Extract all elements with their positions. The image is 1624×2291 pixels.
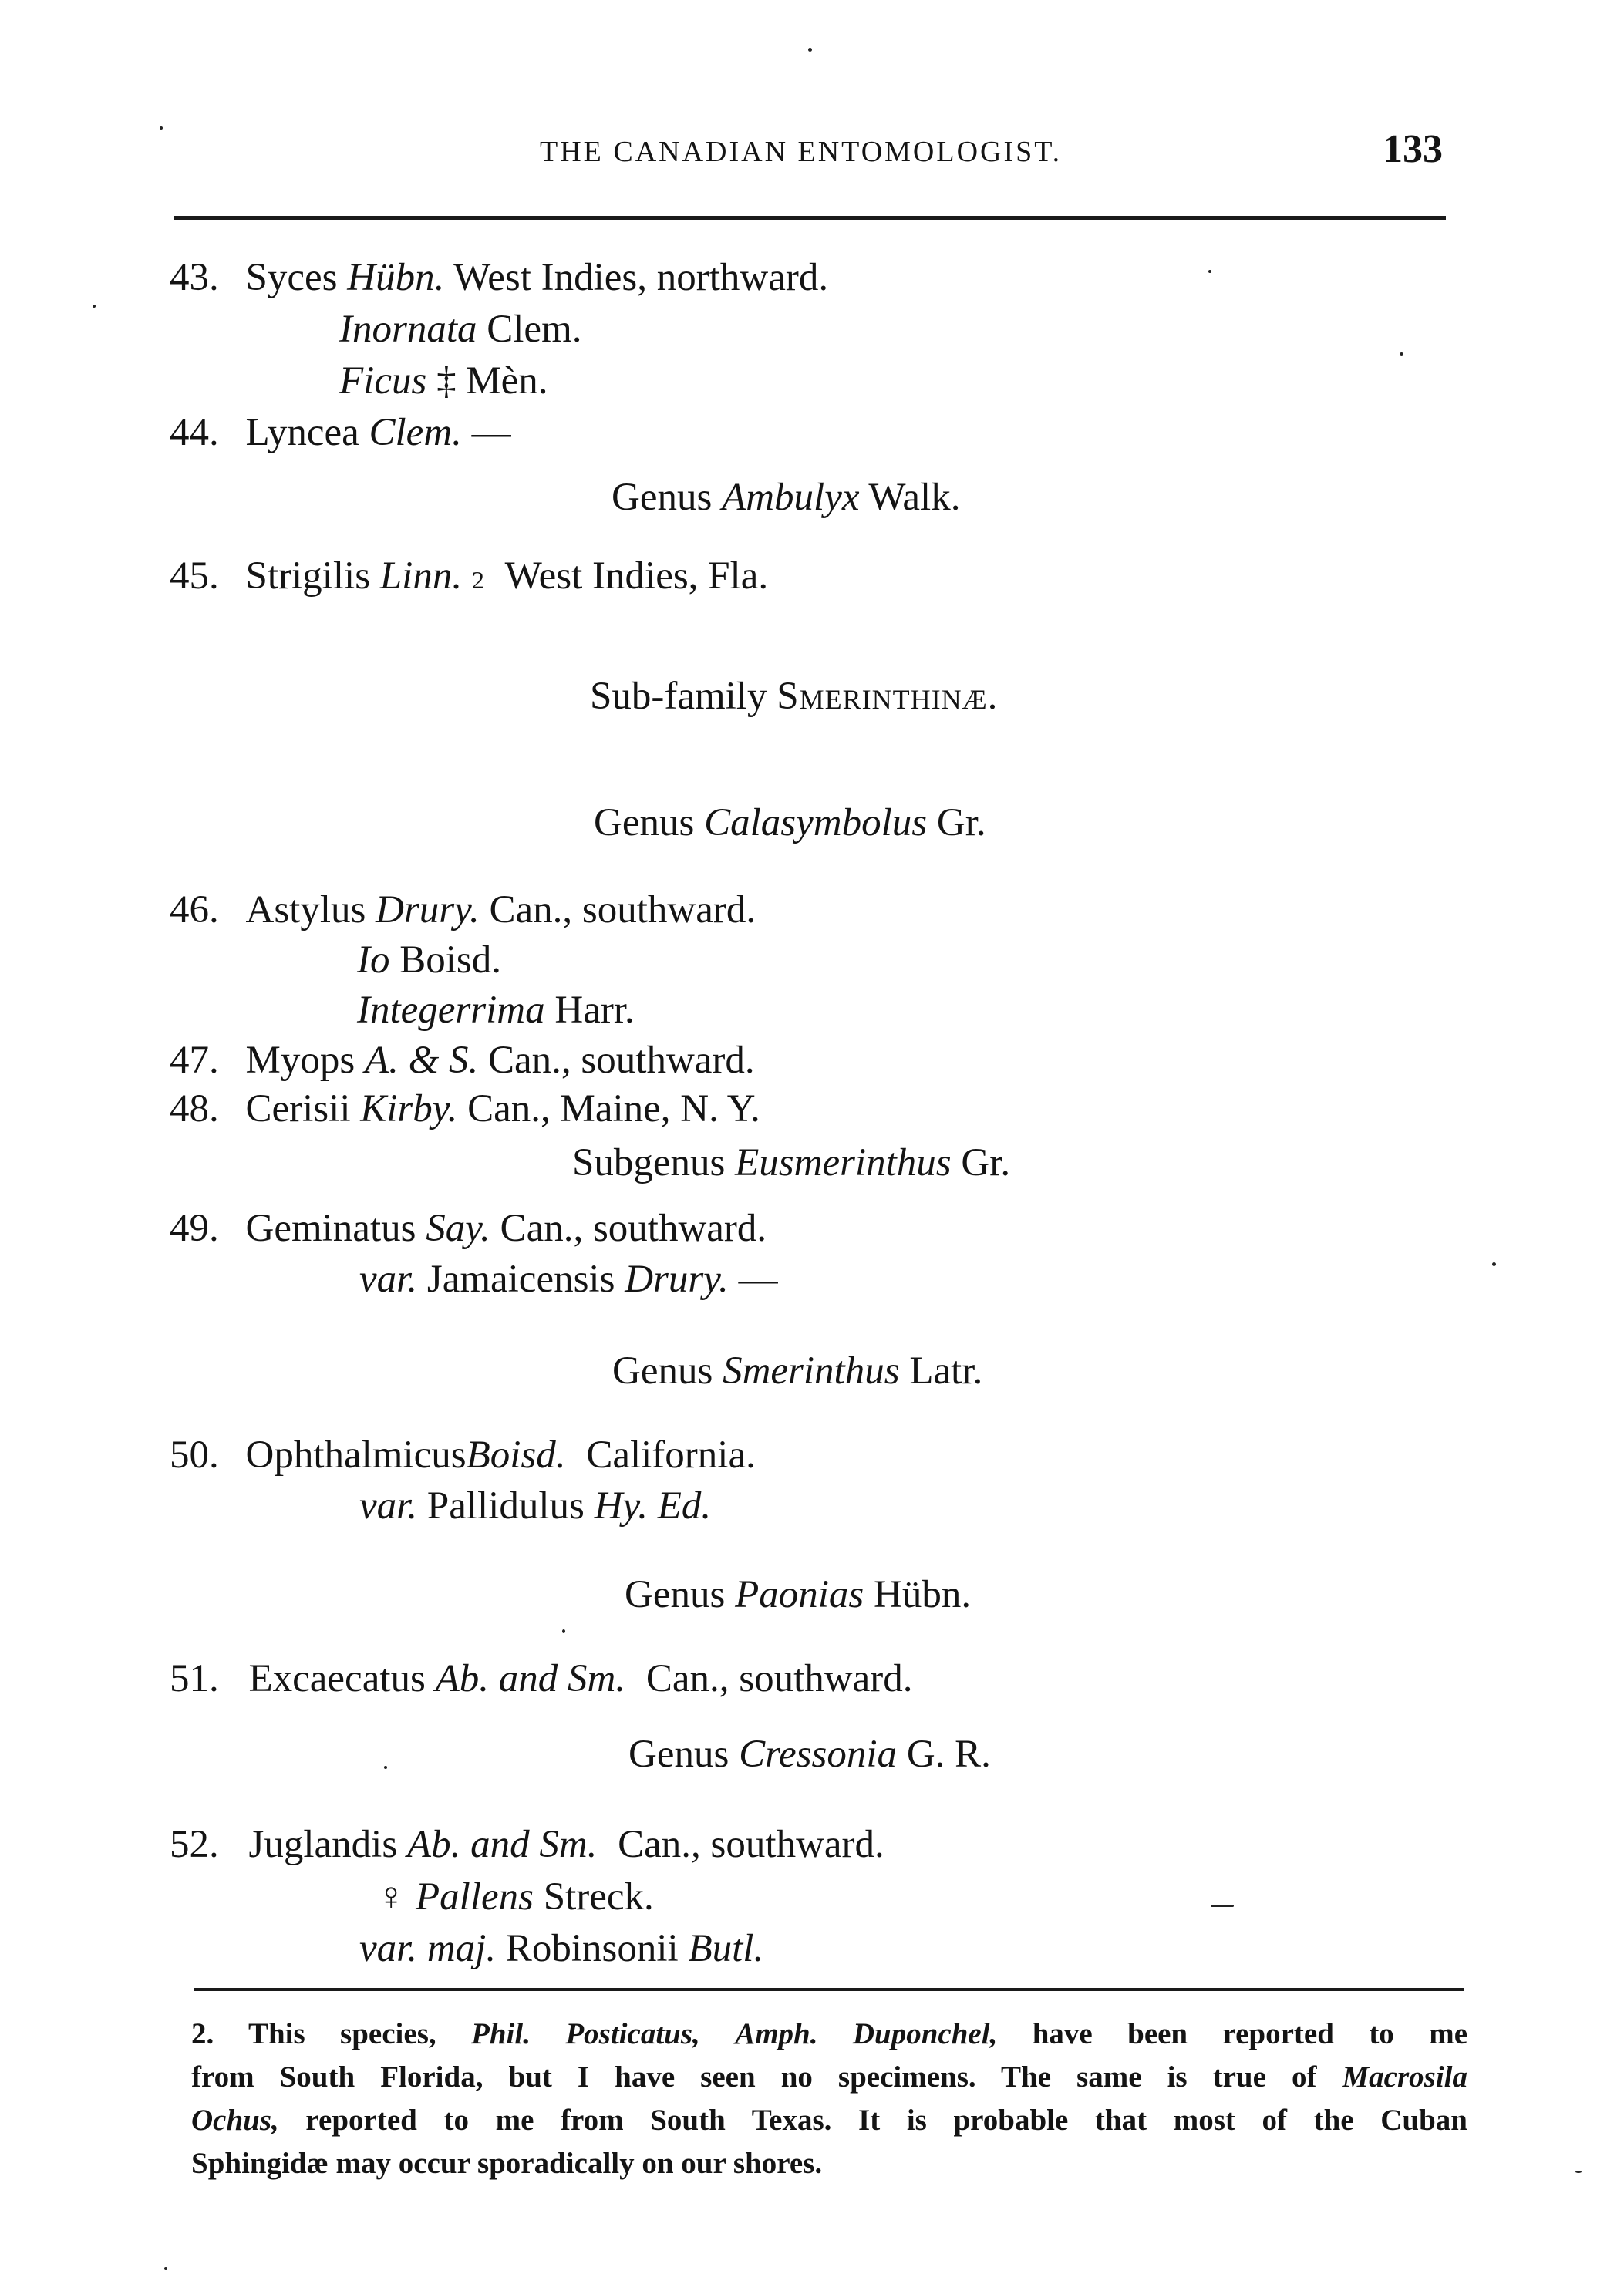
scan-speck	[1575, 2171, 1582, 2173]
variety-author: Drury.	[625, 1258, 729, 1301]
species-range: West Indies, Fla.	[504, 554, 769, 598]
genus-label: Genus	[628, 1733, 729, 1776]
subgenus-heading-eusmerinthus	[572, 1141, 1011, 1184]
variety-label: var. maj.	[359, 1927, 497, 1970]
species-name: Geminatus	[245, 1207, 416, 1250]
species-range: Can., southward.	[618, 1823, 884, 1866]
entry-number: 47.	[170, 1039, 219, 1082]
species-range: Can., southward.	[488, 1039, 755, 1082]
double-dagger-mark: ‡	[436, 359, 457, 403]
variety-line	[359, 1484, 712, 1528]
scan-speck	[562, 1629, 565, 1633]
species-name: Astylus	[245, 888, 366, 932]
synonym-author: Streck.	[543, 1875, 654, 1919]
species-range: California.	[586, 1434, 756, 1477]
synonym-line	[357, 991, 635, 1030]
genus-label: Subgenus	[572, 1141, 726, 1184]
synonym-name: Pallens	[416, 1875, 534, 1919]
synonym-line	[357, 938, 502, 982]
variety-name: Jamaicensis	[426, 1258, 615, 1301]
entry-number: 43.	[170, 256, 219, 299]
species-author: Ab. and Sm.	[406, 1823, 598, 1866]
entry-51	[170, 1659, 912, 1699]
species-author: Boisd.	[466, 1434, 566, 1477]
variety-label: var.	[359, 1258, 418, 1301]
variety-range: —	[738, 1258, 778, 1301]
footnote-line: from South Florida, but I have seen no specimens. The same is true of Macrosila	[191, 2060, 1467, 2094]
genus-author: Hübn.	[874, 1573, 972, 1616]
entry-number: 44.	[170, 411, 219, 454]
female-symbol: ♀	[376, 1875, 406, 1919]
species-author: Drury.	[376, 888, 480, 932]
genus-heading-smerinthus	[612, 1349, 983, 1393]
synonym-name: Integerrima	[357, 989, 545, 1032]
entry-number: 50.	[170, 1434, 219, 1477]
synonym-author: Boisd.	[399, 938, 502, 982]
entry-43	[170, 258, 828, 298]
synonym-line	[339, 359, 548, 403]
scan-speck	[1400, 352, 1403, 356]
scan-speck	[1492, 1262, 1496, 1266]
species-author: Ab. and Sm.	[435, 1657, 626, 1700]
entry-number: 51.	[170, 1657, 219, 1700]
species-range: West Indies, northward.	[453, 256, 829, 299]
entry-45	[170, 554, 769, 598]
species-author: Kirby.	[360, 1087, 458, 1130]
synonym-name: Io	[357, 938, 390, 982]
footnote-rule	[194, 1988, 1464, 1991]
running-header-title: THE CANADIAN ENTOMOLOGIST.	[540, 136, 1063, 168]
footnote-reference: 2	[471, 566, 484, 594]
entry-46	[170, 888, 756, 932]
species-range: Can., Maine, N. Y.	[467, 1087, 760, 1130]
scan-speck	[1208, 270, 1211, 273]
synonym-line	[339, 310, 582, 349]
genus-label: Genus	[612, 476, 713, 519]
genus-heading-calasymbolus	[594, 801, 986, 844]
entry-number: 49.	[170, 1207, 219, 1250]
species-range: Can., southward.	[489, 888, 756, 932]
entry-48	[170, 1087, 760, 1130]
entry-number: 45.	[170, 554, 219, 598]
footnote-line: Ochus, reported to me from South Texas. It is probable that most of the Cuban	[191, 2104, 1467, 2137]
genus-heading-ambulyx	[612, 478, 960, 517]
genus-name: Calasymbolus	[704, 801, 928, 844]
header-rule	[174, 216, 1446, 220]
variety-author: Butl.	[688, 1927, 764, 1970]
genus-name: Ambulyx	[722, 476, 860, 519]
species-author: Clem.	[369, 411, 462, 454]
scan-speck	[384, 1766, 387, 1769]
species-name: Lyncea	[245, 411, 359, 454]
species-author: Say.	[426, 1207, 490, 1250]
scan-speck	[1211, 1905, 1234, 1907]
genus-author: G. R.	[906, 1733, 991, 1776]
genus-label: Genus	[625, 1573, 726, 1616]
synonym-author: Harr.	[554, 989, 635, 1032]
synonym-author: Clem.	[487, 308, 582, 351]
genus-heading-paonias	[625, 1575, 971, 1615]
subfamily-label: Sub-family	[590, 675, 767, 718]
genus-name: Eusmerinthus	[735, 1141, 952, 1184]
species-name: Juglandis	[248, 1823, 398, 1866]
scan-speck	[164, 2267, 167, 2270]
species-author: Linn.	[379, 554, 463, 598]
species-name: Myops	[245, 1039, 355, 1082]
species-name: Cerisii	[245, 1087, 351, 1130]
entry-49	[170, 1209, 767, 1248]
genus-name: Cressonia	[739, 1733, 898, 1776]
scan-speck	[160, 126, 163, 130]
footnote-line: Sphingidæ may occur sporadically on our shores.	[191, 2147, 823, 2180]
species-author: A. & S.	[364, 1039, 479, 1082]
entry-50	[170, 1436, 756, 1475]
synonym-name: Inornata	[339, 308, 477, 351]
species-name: Ophthalmicus	[245, 1434, 467, 1477]
genus-author: Gr.	[936, 801, 986, 844]
species-range: —	[471, 411, 511, 454]
genus-author: Gr.	[961, 1141, 1011, 1184]
species-range: Can., southward.	[645, 1657, 913, 1700]
scan-speck	[808, 48, 812, 52]
variety-name: Robinsonii	[505, 1927, 679, 1970]
variety-line	[359, 1929, 763, 1969]
genus-author: Latr.	[909, 1349, 983, 1393]
footnote	[191, 2013, 1467, 2185]
entry-number: 48.	[170, 1087, 219, 1130]
subfamily-name: Smerinthinæ.	[777, 675, 999, 718]
footnote-line: 2. This species, Phil. Posticatus, Amph. Duponchel, have been reported to me	[191, 2017, 1468, 2050]
synonym-author: Mèn.	[466, 359, 548, 403]
genus-heading-cressonia	[628, 1735, 991, 1774]
scan-speck	[93, 305, 96, 308]
species-range: Can., southward.	[500, 1207, 767, 1250]
genus-author: Walk.	[868, 476, 961, 519]
variety-line	[359, 1260, 778, 1299]
synonym-name: Ficus	[339, 359, 427, 403]
variety-name: Pallidulus	[426, 1484, 585, 1528]
page-number: 133	[1383, 127, 1443, 171]
subfamily-heading	[590, 677, 998, 716]
species-name: Strigilis	[245, 554, 371, 598]
entry-44	[170, 413, 511, 453]
genus-name: Smerinthus	[723, 1349, 900, 1393]
variety-author: Hy. Ed.	[594, 1484, 712, 1528]
variety-label: var.	[359, 1484, 418, 1528]
entry-47	[170, 1041, 755, 1080]
genus-name: Paonias	[735, 1573, 864, 1616]
species-author: Hübn.	[347, 256, 445, 299]
entry-number: 46.	[170, 888, 219, 932]
synonym-line	[376, 1875, 654, 1919]
genus-label: Genus	[612, 1349, 713, 1393]
species-name: Excaecatus	[248, 1657, 426, 1700]
species-name: Syces	[245, 256, 338, 299]
genus-label: Genus	[594, 801, 695, 844]
entry-52	[170, 1825, 884, 1865]
entry-number: 52.	[170, 1823, 219, 1866]
